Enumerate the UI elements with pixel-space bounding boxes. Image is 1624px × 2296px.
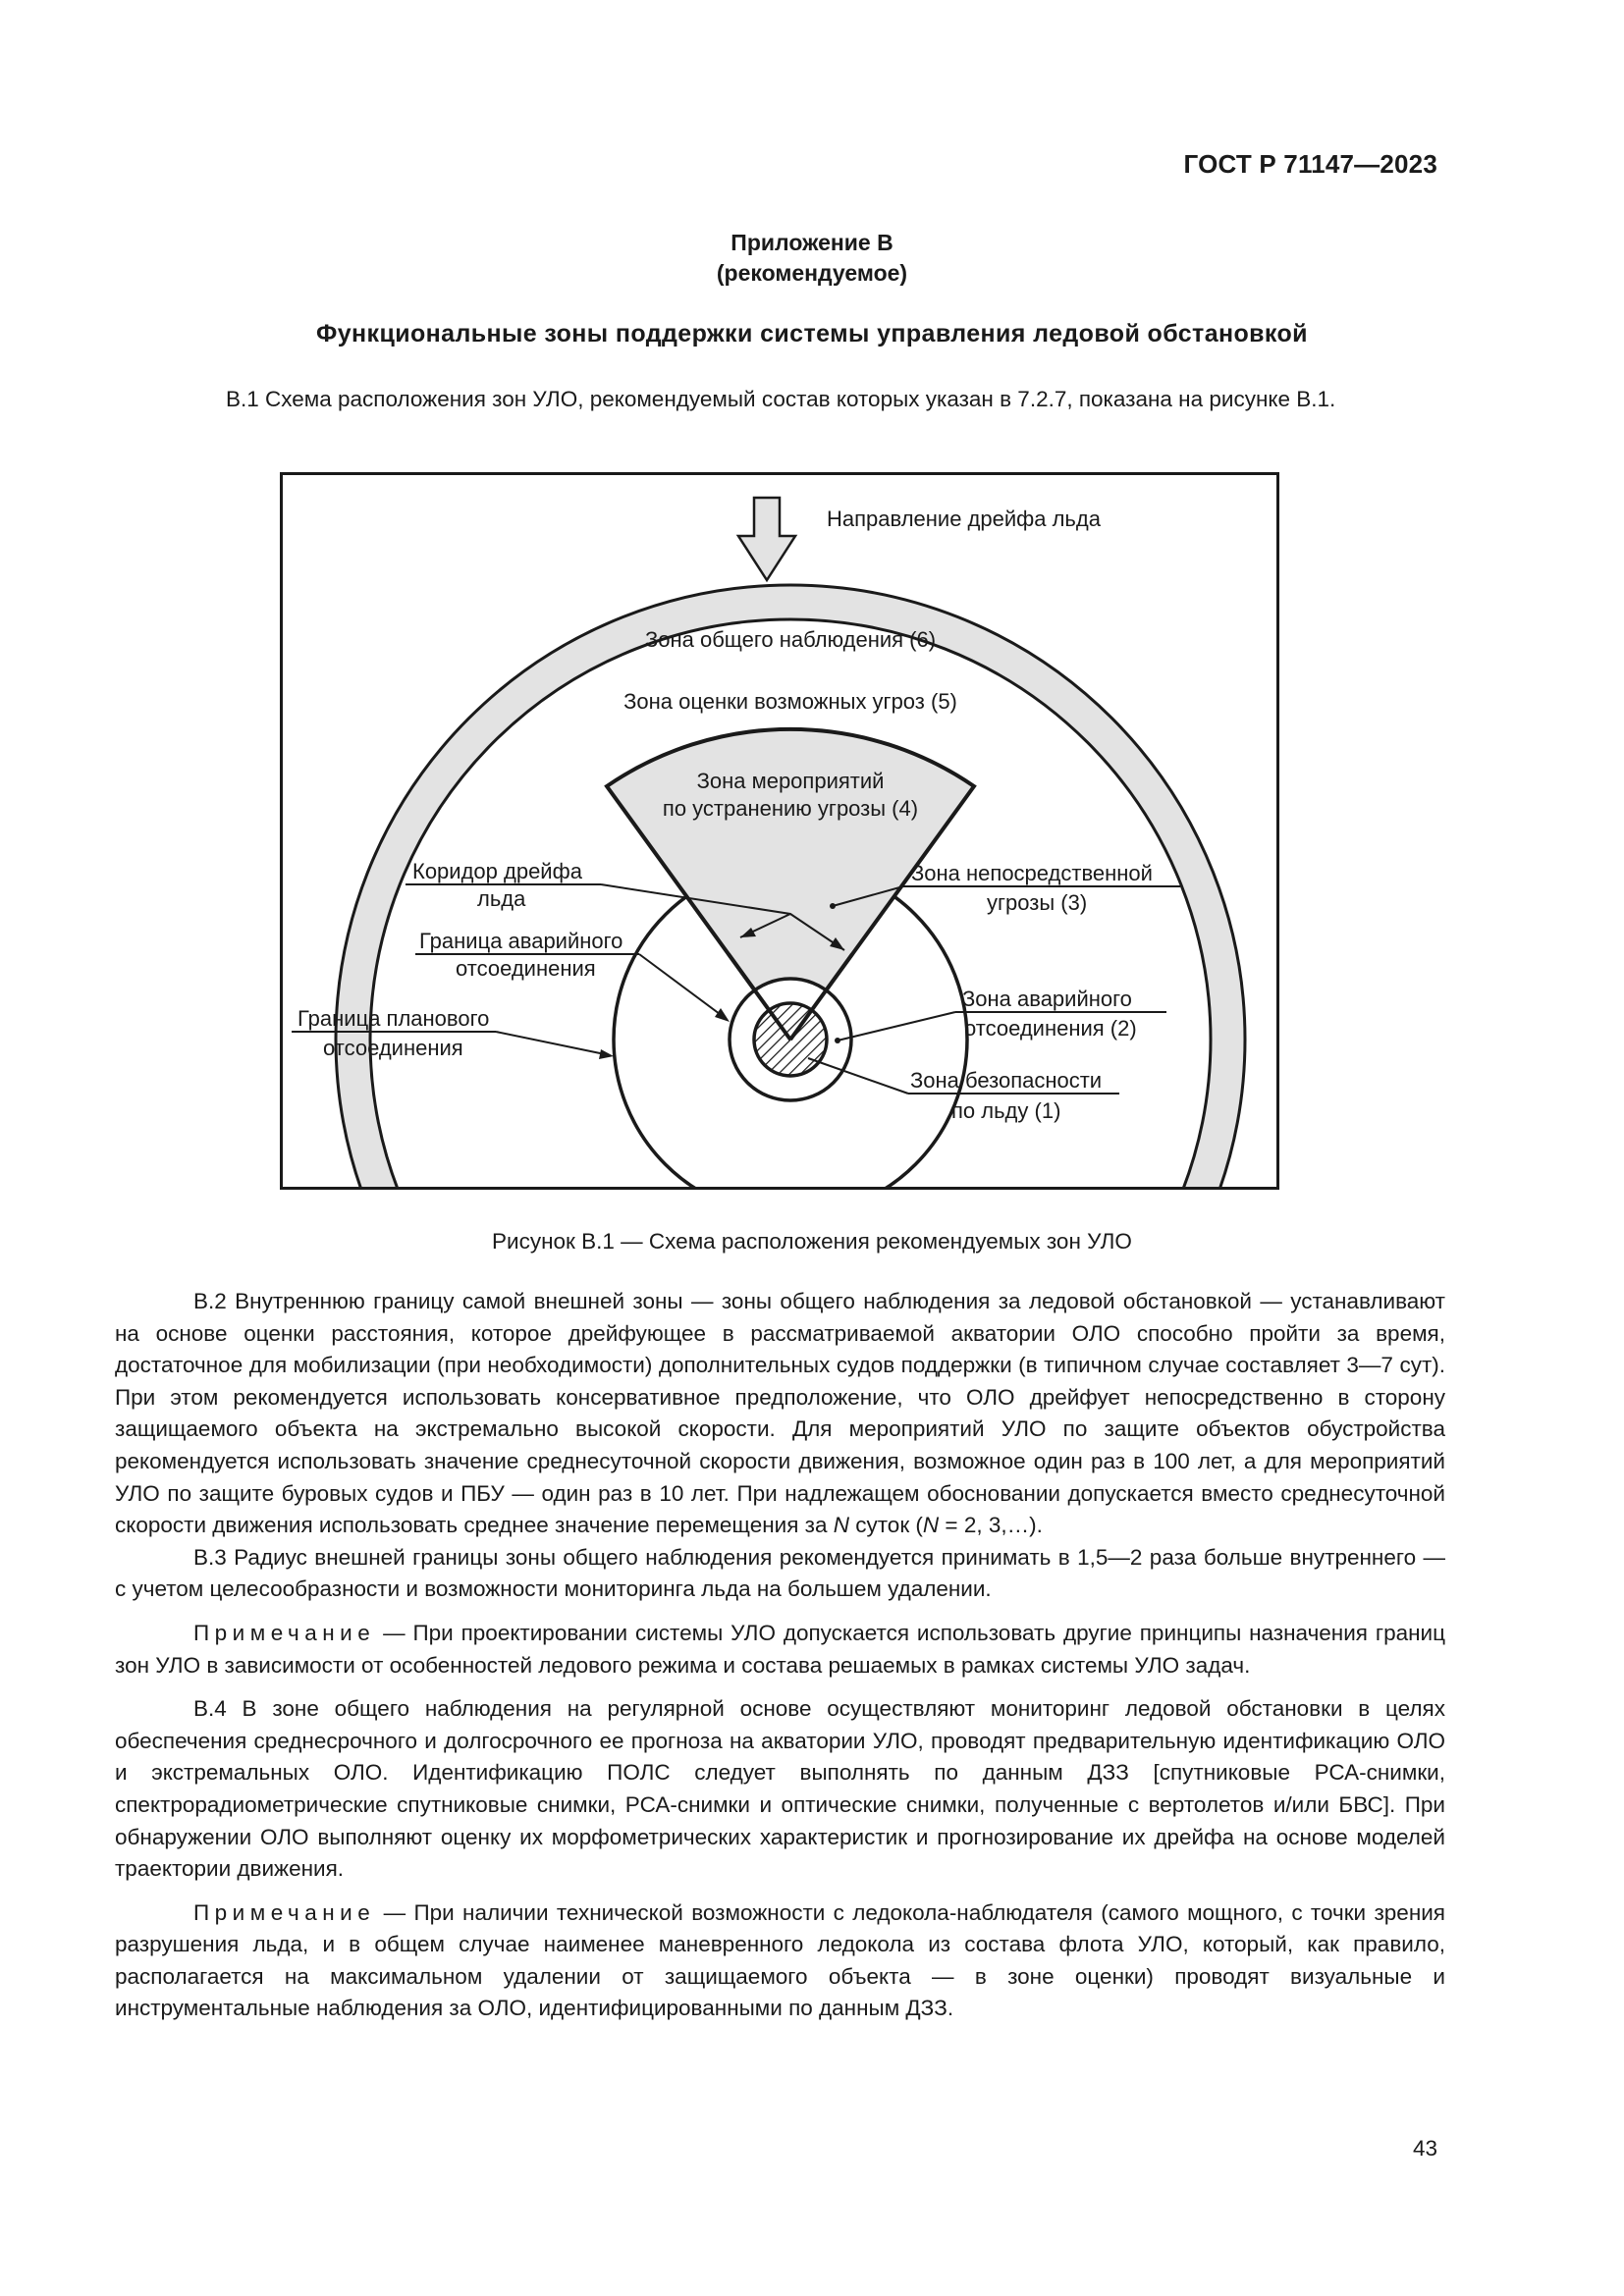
zone3-label-line2: угрозы (3): [987, 890, 1088, 915]
planned-border-label-line2: отсоединения: [323, 1036, 463, 1060]
zone6-label: Зона общего наблюдения (6): [644, 627, 937, 652]
zone2-label-line1: Зона аварийного: [962, 987, 1132, 1011]
paragraph-b4: В.4 В зоне общего наблюдения на регулярной основе осуществляют мониторинг ледовой обстановки в целях обеспечения среднесрочного и долгосрочного ее прогноза на акватории УЛО, проводят предварительную идентификацию ОЛО и экстремальных ОЛО. Идентификацию ПОЛС следует выполнять по данным ДЗЗ [спутниковые РСА-снимки, спектрорадиометрические спутниковые снимки, РСА-снимки и оптические снимки, полученные с вертолетов и/или БВС]. При обнаружении ОЛО выполняют оценку их морфометрических характеристик и прогнозирование их дрейфа на основе моделей траектории движения.: [115, 1696, 1445, 1882]
appendix-title: Функциональные зоны поддержки системы управления ледовой обстановкой: [316, 320, 1308, 347]
zone4-label-line1: Зона мероприятий: [696, 769, 885, 793]
drift-direction-label: Направление дрейфа льда: [827, 507, 1101, 531]
paragraph-b3: В.3 Радиус внешней границы зоны общего наблюдения рекомендуется принимать в 1,5—2 раза больше внутреннего — с учетом целесообразности и возможности мониторинга льда на большем удалении.: [115, 1544, 1445, 1602]
note-1-label: Примечание: [193, 1620, 376, 1645]
figure-caption: Рисунок В.1 — Схема расположения рекомендуемых зон УЛО: [492, 1229, 1132, 1254]
zone3-leader-dot: [830, 903, 836, 909]
b2-text: В.2 Внутреннюю границу самой внешней зоны — зоны общего наблюдения за ледовой обстановкой — устанавливают на основе оценки расстояния, которое дрейфующее в рассматриваемой акватории ОЛО способно пройти за время, достаточное для мобилизации (при необходимости) дополнительных судов поддержки (в типичном случае составляет 3—7 сут). При этом рекомендуется использовать консервативное предположение, что ОЛО дрейфует непосредственно в сторону защищаемого объекта на экстремально высокой скорости. Для мероприятий УЛО по защите объектов обустройства рекомендуется использовать значение среднесуточной скорости движения, возможное один раз в 100 лет, а для мероприятий УЛО по защите буровых судов и ПБУ — один раз в 10 лет. При надлежащем обосновании допускается вместо среднесуточной скорости движения использовать среднее значение перемещения за: [115, 1289, 1445, 1538]
zone1-label-line2: по льду (1): [951, 1098, 1061, 1123]
zones-diagram-svg: [280, 472, 1279, 1190]
body-text: [115, 1286, 1445, 2025]
note-1: [115, 1618, 1445, 1682]
zone3-label-line1: Зона непосредственной: [911, 861, 1153, 885]
page-number: 43: [1412, 2136, 1437, 2161]
corridor-label-line2: льда: [477, 886, 526, 911]
drift-direction-arrow: [738, 498, 795, 580]
standard-designation: ГОСТ Р 71147—2023: [1183, 149, 1437, 179]
zone1-label-line1: Зона безопасности: [910, 1068, 1103, 1093]
intro-paragraph: В.1 Схема расположения зон УЛО, рекомендуемый состав которых указан в 7.2.7, показана на рисунке В.1.: [226, 387, 1336, 411]
zone2-label-line2: отсоединения (2): [964, 1016, 1137, 1041]
note-1-text: — При проектировании системы УЛО допускается использовать другие принципы назначения границ зон УЛО в зависимости от особенностей ледового режима и состава решаемых в рамках системы УЛО задач.: [115, 1620, 1445, 1678]
appendix-status: (рекомендуемое): [716, 260, 908, 286]
b2-variable-n2: N: [922, 1513, 940, 1538]
emergency-border-label-line1: Граница аварийного: [419, 929, 623, 953]
zone5-label: Зона оценки возможных угроз (5): [623, 689, 957, 714]
planned-border-label-line1: Граница планового: [298, 1006, 490, 1031]
emergency-border-label-line2: отсоединения: [456, 956, 596, 981]
note-2-label: Примечание: [193, 1899, 376, 1925]
b2-variable-n: N: [833, 1513, 849, 1538]
appendix-heading: [0, 228, 1624, 289]
zone2-leader-dot: [835, 1038, 840, 1043]
b2-text-end: = 2, 3,…).: [945, 1513, 1043, 1538]
appendix-label: Приложение В: [731, 230, 893, 255]
paragraph-b2: [115, 1286, 1445, 1542]
zone4-label-line2: по устранению угрозы (4): [662, 796, 919, 821]
figure-zones-diagram: [280, 472, 1279, 1190]
corridor-label-line1: Коридор дрейфа: [412, 859, 582, 883]
note-2: [115, 1897, 1445, 2025]
note-2-text: — При наличии технической возможности с ледокола-наблюдателя (самого мощного, с точки зрения разрушения льда, и в общем случае наименее маневренного ледокола из состава флота УЛО, который, как правило, располагается на максимальном удалении от защищаемого объекта — в зоне оценки) проводят визуальные и инструментальные наблюдения за ОЛО, идентифицированными по данным ДЗЗ.: [115, 1899, 1445, 2021]
b2-text-mid: суток (: [855, 1513, 923, 1538]
